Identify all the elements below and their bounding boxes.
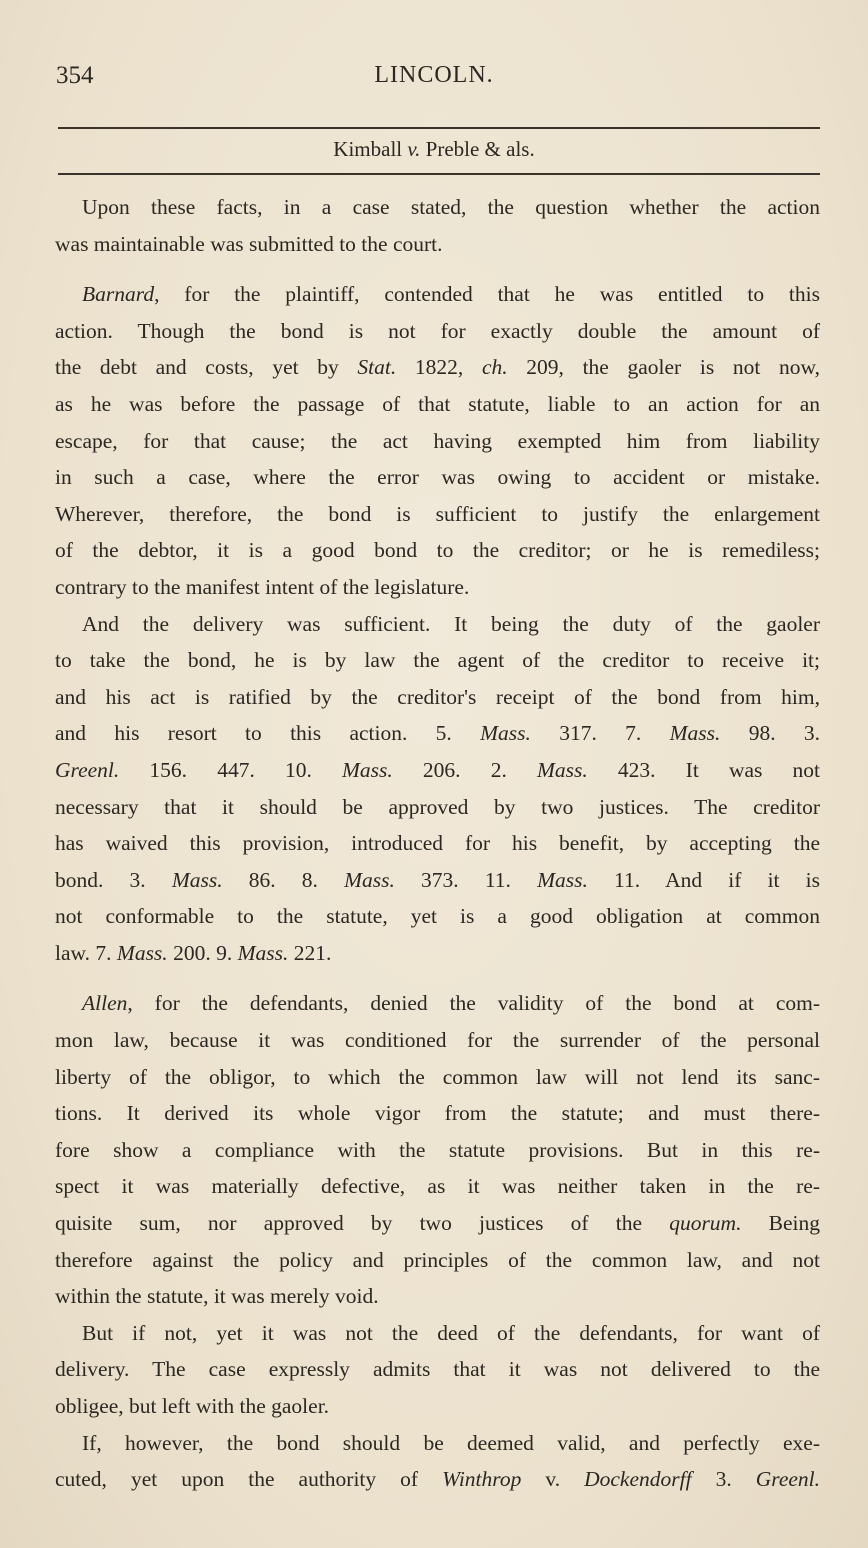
italic-text: Mass. <box>237 940 289 965</box>
paragraph <box>55 1315 820 1425</box>
text-segment: liberty of the obligor, to which the common law will not lend its sanc- <box>55 1064 820 1089</box>
text-segment: If, however, the bond should be deemed valid, and perfectly exe- <box>82 1430 820 1455</box>
text-segment: of the debtor, it is a good bond to the creditor; or he is remediless; <box>55 538 820 563</box>
text-line <box>55 386 820 423</box>
italic-text: Dockendorff <box>584 1467 692 1492</box>
text-segment: the debt and costs, yet by <box>55 355 358 380</box>
header-rule-bottom <box>58 173 820 175</box>
text-line <box>55 1022 820 1059</box>
italic-text: Mass. <box>342 757 393 782</box>
text-segment: 317. 7. <box>530 721 670 746</box>
text-segment: 209, the gaoler is not now, <box>507 355 821 380</box>
text-line <box>55 985 820 1022</box>
text-segment: delivery. The case expressly admits that it was not delivered to the <box>55 1357 820 1382</box>
text-line <box>55 1278 820 1315</box>
body-text <box>55 189 820 1498</box>
text-segment: , for the plaintiff, contended that he was entitled to this <box>154 282 820 307</box>
italic-text: Mass. <box>536 757 588 782</box>
text-line <box>55 276 820 313</box>
text-segment: bond. 3. <box>55 867 172 892</box>
italic-text: Winthrop <box>442 1467 522 1492</box>
text-segment: and his act is ratified by the creditor's receipt of the bond from him, <box>55 684 820 709</box>
text-line <box>55 825 820 862</box>
text-segment: escape, for that cause; the act having exempted him from liability <box>55 428 820 453</box>
case-defendants: Preble & als. <box>420 137 535 161</box>
text-segment: v. <box>521 1467 585 1492</box>
text-line <box>55 532 820 569</box>
text-segment: 11. And if it is <box>587 867 821 892</box>
italic-text: Mass. <box>669 721 721 746</box>
text-segment: spect it was materially defective, as it was neither taken in the re- <box>55 1174 820 1199</box>
paragraph <box>55 1425 820 1498</box>
text-line <box>55 423 820 460</box>
text-segment: obligee, but left with the gaoler. <box>55 1394 330 1418</box>
running-title: LINCOLN. <box>374 62 494 88</box>
italic-text: Mass. <box>344 867 395 892</box>
case-versus: v. <box>407 137 421 161</box>
text-segment: 373. 11. <box>394 867 538 892</box>
italic-text: Mass. <box>171 867 223 892</box>
text-segment: not conformable to the statute, yet is a good obligation at common <box>55 904 820 929</box>
text-line <box>55 226 820 263</box>
text-segment: 206. 2. <box>392 757 537 782</box>
paragraph <box>55 606 820 972</box>
page-number: 354 <box>56 62 94 89</box>
text-segment: quisite sum, nor approved by two justices of the <box>55 1211 670 1236</box>
text-segment: contrary to the manifest intent of the legislature. <box>55 574 470 599</box>
text-line <box>55 1132 820 1169</box>
italic-text: quorum. <box>669 1211 742 1236</box>
text-segment: necessary that it should be approved by two justices. The creditor <box>55 794 820 819</box>
text-line <box>55 1242 820 1279</box>
text-line <box>55 1388 820 1425</box>
text-segment: fore show a compliance with the statute provisions. But in this re- <box>55 1137 820 1162</box>
italic-text: Mass. <box>537 867 588 892</box>
text-segment: Wherever, therefore, the bond is sufficient to justify the enlargement <box>55 501 820 526</box>
text-line <box>55 349 820 386</box>
text-line <box>55 679 820 716</box>
text-segment: has waived this provision, introduced for his benefit, by accepting the <box>55 831 820 856</box>
text-line <box>55 1315 820 1352</box>
text-segment: and his resort to this action. 5. <box>55 721 481 746</box>
text-segment: 423. It was not <box>587 757 821 782</box>
text-line <box>55 898 820 935</box>
text-line <box>55 1095 820 1132</box>
italic-text: Mass. <box>480 721 531 746</box>
text-line <box>55 569 820 606</box>
text-line <box>55 715 820 752</box>
paragraph <box>55 189 820 262</box>
text-segment: 98. 3. <box>720 721 821 746</box>
text-segment: as he was before the passage of that statute, liable to an action for an <box>55 391 820 416</box>
text-segment: tions. It derived its whole vigor from the statute; and must there- <box>55 1101 820 1126</box>
text-line <box>55 1059 820 1096</box>
header-rule-top <box>58 127 820 129</box>
text-segment: 86. 8. <box>222 867 345 892</box>
text-line <box>55 789 820 826</box>
text-segment: law. 7. <box>55 940 117 965</box>
text-segment: Being <box>741 1211 820 1236</box>
text-line <box>55 313 820 350</box>
text-segment: 221. <box>288 940 332 965</box>
italic-text: Greenl. <box>755 1467 821 1492</box>
text-line <box>55 496 820 533</box>
text-line <box>55 1425 820 1462</box>
text-segment: within the statute, it was merely void. <box>55 1284 379 1309</box>
paragraph <box>55 276 820 605</box>
text-line <box>55 752 820 789</box>
case-plaintiff: Kimball <box>333 137 408 161</box>
text-line <box>55 1461 820 1498</box>
italic-text: Barnard <box>82 282 155 307</box>
text-segment: 3. <box>691 1467 756 1492</box>
text-line <box>55 459 820 496</box>
text-line <box>55 1168 820 1205</box>
text-line <box>55 862 820 899</box>
case-title <box>0 137 868 162</box>
text-segment: therefore against the policy and principles of the common law, and not <box>55 1247 820 1272</box>
text-line <box>55 1205 820 1242</box>
text-line <box>55 189 820 226</box>
text-line <box>55 606 820 643</box>
text-segment: , for the defendants, denied the validity of the bond at com- <box>127 991 820 1016</box>
text-line <box>55 935 820 972</box>
text-segment: 1822, <box>396 355 482 380</box>
text-segment: mon law, because it was conditioned for the surrender of the personal <box>55 1028 820 1053</box>
text-line <box>55 642 820 679</box>
text-segment: And the delivery was sufficient. It being the duty of the gaoler <box>82 611 820 636</box>
text-segment: to take the bond, he is by law the agent of the creditor to receive it; <box>55 648 820 673</box>
paragraph <box>55 985 820 1314</box>
text-segment: 200. 9. <box>167 940 238 965</box>
text-segment: But if not, yet it was not the deed of the defendants, for want of <box>82 1320 820 1345</box>
text-segment: Upon these facts, in a case stated, the question whether the action <box>82 195 820 219</box>
text-segment: cuted, yet upon the authority of <box>55 1467 443 1492</box>
text-line <box>55 1351 820 1388</box>
italic-text: Stat. <box>357 355 397 380</box>
italic-text: Greenl. <box>55 757 120 782</box>
italic-text: Allen <box>82 991 128 1016</box>
italic-text: ch. <box>481 355 508 380</box>
text-segment: was maintainable was submitted to the court. <box>55 231 443 256</box>
text-segment: 156. 447. 10. <box>119 757 342 782</box>
italic-text: Mass. <box>116 940 168 965</box>
text-segment: action. Though the bond is not for exactly double the amount of <box>55 318 820 343</box>
text-segment: in such a case, where the error was owing to accident or mistake. <box>55 465 820 490</box>
